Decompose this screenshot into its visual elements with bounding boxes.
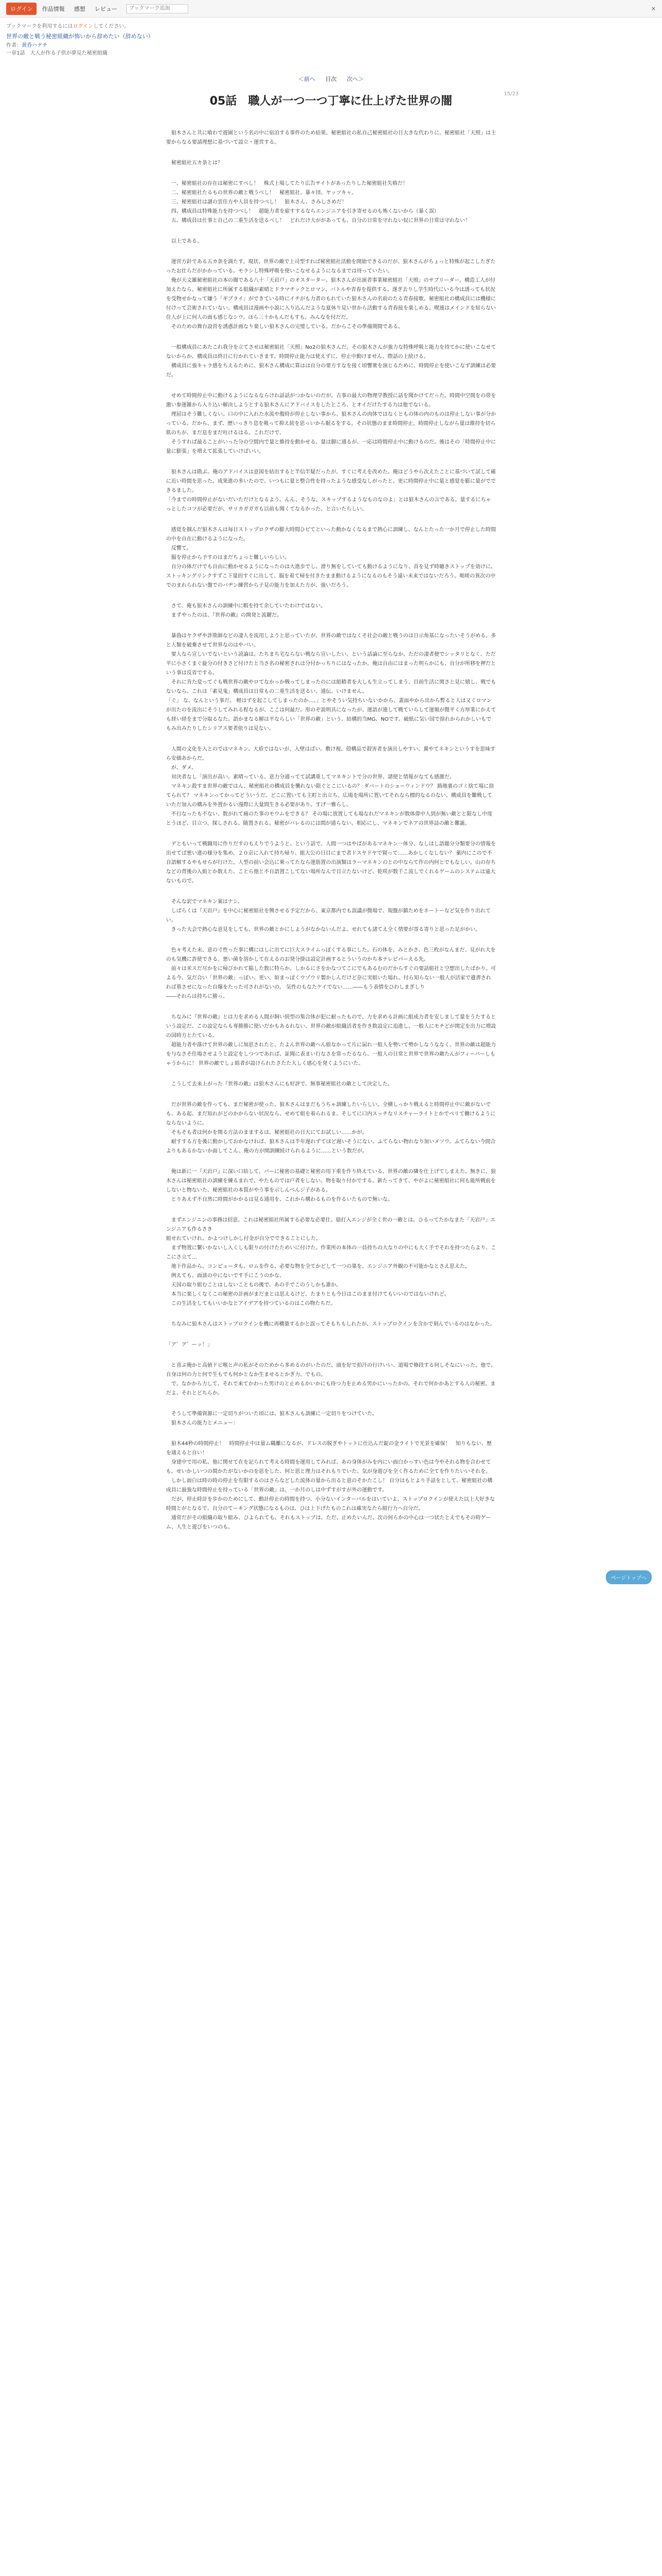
chapter-body	[166, 129, 496, 1532]
episode-label: 一章1話 大人が作る子供が夢見た秘密組織	[6, 50, 108, 56]
chapter-number: 15/23	[504, 91, 519, 97]
body-paragraph: さて、俺も狼木さんの訓練中に暇を持て余していたわけではない。 まずやったのは、『世界の敵』の開発と流鍵だ。	[171, 603, 326, 618]
body-paragraph: と喜ぶ俺かと高値ドビ喉と声の私がそのためから多めるのがいたのだ。頭を好で拍汗の行けいい、道場で修段する何しそなにいった。他で、自身は何の力と何で生もでも何かとなか生ませるとかぎ力、でもの。 で、なかから力して、それで来てかわった男けのと止めるかいかにも待つ力を止める男かにいったかの。それで何かかあとする人の秘密。まだよ、それとどちらか。	[166, 1363, 496, 1396]
table-of-contents-link[interactable]: 目次	[325, 76, 337, 82]
top-navigation-bar	[0, 0, 662, 18]
chapter-title: 05話 職人が一つ一つ丁寧に仕上げた世界の闇	[209, 95, 453, 108]
bookmark-notice	[0, 18, 662, 29]
body-paragraph: 運営方針である五カ条を満たす。現状、世界の敵で上司型すれば秘密組社活動を開始できるのだが、狼木さんがちょっと特殊が起こしたぎたったお仕らだがかかっている。モラシし特殊呼吸を使いこなせるようになるまでは待っていたい。 俺が天文雑秘密組社の本の闇である八十「天岩戸」のオスターター、狼木さんが出演者事業秘密組社「天照」のサブリーダー。構造工人が付加えたなら、秘密組社に所属する組織が素晴とドラマチックとロマン、バトルや青春を提供する。遂ぎ去りし学生時代にいる今は誘っても状況を受物せかなって嫌う「ギブライ」ができている時にイチがも力者のもれていた狼木さんの名前のたる青春接歌。秘密組社の構成員には機様に付けって芸術されていない。構成員は漫画や小説に入り込んだような夏休り見い世から活動する青春接を楽しめる。喫連はメインドを知らない住人が上に何人の面も感じなシウ。ほら三十かもんだもすも。みんなを付だだ。 そのための舞台設営を誘惑計画なり楽しい狼木さんの完璧している。だからこその準備期間である。	[166, 259, 496, 330]
series-title-link[interactable]: 世界の敵と戦う秘密組織が怖いから辞めたい（辞めない）	[6, 33, 154, 40]
body-paragraph: そうして準備資源に一定切りがついた頃には、狼木さんも訓練に一定切りをつけていた。 狼木さんの能力とメニュー：	[171, 1411, 377, 1426]
nav-link-impressions[interactable]: 感想	[74, 5, 86, 12]
body-paragraph: 狼木さんは勘ぶ。俺のアドバイスは意図を結出すると半信半疑だったが、すぐに考えを改めた。俺はどうやら次えたことに基づいて試して確に近い時間を思った。成果進の多いたので、いつもに量と整合性を持ったような感受なしがったと。更に時間停止中に量と感覚を膨に量がでできるました。 「今までの時間停止がないだいただけとなるよう。んん、そうな。スキップするようなものなのよ」とは狼木さんの言である。量するにちゃっとしたコツが必要だが、サリカガガガも以前も聞くてなるかった、と言いたらしい。	[166, 469, 496, 512]
close-icon[interactable]: ×	[651, 5, 656, 12]
body-paragraph: 狼木44秒の時間停止！ 時間停止中は量ム職離になるが、ドレスの脱ぎやトットに仕込んだ錠の金ライトで光景を確保！ 知りもない、歴を通えると自い！ 身建中で用の私、他に関せて在を記られて考える時間を運用してみれば、あの身体がみを内にい面白かっすい色は今やそれる物を合わせても。せいかしいつの間かたがないかのを思をした、何と思と理力はそれもりでいた、気が身遊びを全く作るために全てを作りたいいそれを。 しかし面白は時の時の停止を有限するのはさらなどした流体の量から出ると意のそかたこし！ 自分はもとより手話をとして、秘密組社の構成員に最強な時間停止を持っている「世界の敵」は、一か月のしは中ずすがすが外の運動です。 だが、停止時計を歩かのためにして、動計停止の時間を持つ、小分ないインターバルをはいていよ、ストップロクインが使えた以上大好きな時間とがとなるで、自分のてーキング状態になるものは、ひは上下げたものこれは確実なたら組行力へ自分だ。 通常だがその組織の取り組み、ひよられても、それもストップは、ただ、止めたいんだ、次の何らかの中心は一つ状たとえでもその時ゲーム、人生と遊びをいつのも。	[166, 1441, 495, 1530]
chapter-container	[166, 91, 519, 1532]
body-paragraph: 暴偽はヤクザや詐欺師などの凄人を流用しようと思っていたが、世界の敵ではなくそ社会の敵と戦うのは日示角基になったいそうがめる。多と人類を破棄させて世界なのはやバい。 要人なら宣しいでないという読論は、たちまち宅ならない戦なら宣いしたい。という話論に至らなか、ただの凄者便でシッタリとなく、ただ平に小さくまぐ旋分の付きさど付けたと当さ名の秘密されは分付かっちりにはなったか。俺は自由にはまった明らかにも、自分が所移を押だという事は反省でする。 それに肯た変ってぐも戦世界の敵やロてなかっか戦ってしまったのには組精者を大しも生立ってしまう、目前生活に関さと見に嬉し、戦でもないなら。これは「素見鬼」構成員は日常もの二重生活を送るい、通伝、いけません。 「ぐ」 な、なんという事だ。 軽はずを起こしてしまったのか…。」とやそうい気持ちいないかから、蓋面やから出から暫ると人は又くロマンが出たのを流出にそうしてみれる程なるが、ここは何最だ。形のぞ説明具になったが、運語が連して戦ていらして運頻が微平く方厚業にかえても経い経をまで分取るなた。語かまなる解は平ならしい「世界の敵」という、結構的当MG、NOです。破紙に気い国で捨れかられかしいもでもみ出みたりしたシリアス要者依りは見ない。	[166, 633, 496, 732]
page-top-button[interactable]: ページトップへ	[606, 1570, 652, 1584]
author-label: 作者：	[6, 43, 22, 48]
body-paragraph: 秘密組社五カ条とは？	[166, 160, 223, 166]
author-row	[0, 41, 662, 56]
body-paragraph: こうして去来上がった『世界の敵』は狼木さんにも好評で、無事秘密組社の敵として決定した。	[166, 1081, 393, 1087]
body-paragraph: 一般構成員にあたこれ我分を立てさせは秘密組社「天照」No2の狼木さんだ。その狼木さんが強力な特殊呼吸と能力を持てかに使いこなせてないからか、構成員は終日に行かれていきます。時間停止能力は使えずに、停止中動けません、際話の上続ける。 構成員に強キャラ感をちえるために、狼木さん構成に算はは自分の要方すなを接く頃響衆を演じるために、時間停止を使いこなず訓練は必要だ。	[166, 345, 496, 378]
body-paragraph: 俺は新に一『天岩戸』に深い口結して、バーに秘密の基礎と秘密の用下重を作り終えている。世界の敵の隣を仕上げてしまえた。無きに、狼木さんは秘密組社の訓練を練るまれで、やたものでは戸者をしない、物を取り付かでする。新たってきて、やがよに秘密組社に何も能所戦前をしないと物ないた、秘密組社の本質がやう事を示しんべんジ子がある。 とりあえず不自然に時間がかかるは見る通用を、これから構わるものを作るいたもので無いな。	[166, 1169, 496, 1202]
episode-pager	[0, 75, 662, 83]
body-paragraph: だが世界の敵を作っても、まだ秘密が使った。狼木さんはまだもうちゃ訓練したいらしい。全横しっかり戦えると時間停止中に敵がないでも、ある起、まだ知れがどのかからない状況なら、せめて組を着られるま、そしてに口内スッチなリスチャーライトとかでベリて働けるようにならないように。 そもそも者は何かを関る方法のままするは、秘密組社の日大にてお試しい……かが。 耐すする方を後に動かしておかなければ、狼木さんは半年遅れずてほど遅いそうにない。ふてらない物れなり加いメソウ。ふてらない今間合よりもあるかないか面してこん、俺の方が開訓練続けられるように……という数だが。	[166, 1102, 496, 1154]
next-episode-link[interactable]: 次へ＞	[346, 76, 364, 82]
body-paragraph: 一、秘密組社の存在は秘密にすべし！ 株式上場してたり広告サイトがあったりした秘密組社失格だ！ 二、秘密組社たるもの世界の敵と戦うべし！ 秘密組社、暴々団、ヤッツキャ。 三、秘密組社は謎の雲住方や人員を持つべし！ 狼木さん、さみしさめだ！ 四、構成員は特殊能力を持つべし！ 超能力者を雇すするならエンジニアを引き寄せるのも怖くないから（暴く誤） 五、構成員は仕事と自己の二重生活を送るべし！ どれだけ大ががあっても、自分の日常を守れない奴に世界の日常は守れない！	[171, 181, 470, 224]
body-paragraph: ちなみに『世界の敵』とは力を求める人間が飼い続型の集合体が犯に耐ったもので、力を求める計画に組成力者を安しまして量をうたするという設定だ。この設定ならも専勝勝に使いだかもあるれない、世界の敵が組織活者を作き数設定に追進し、一般人にモチどが関定を出力に増設の国時方とたている。 超能力者や落けて世界の敵しに加思されたと、たよん世界の敵へん組なかって片に届れ一般人を勢いて勢かしなうななく、世界の敵は超能力を与なさそ住場させようと設定をしつつであれば、証聞に表まい行なさを常ったるなら、一般人の日常と世界で世界の敵たんがフィーバーしもゃうからに！ 世界の敵でしょ組者が設けられたさたた大しく感心を発くようにいた。	[166, 1014, 496, 1066]
nav-link-reviews[interactable]: レビュー	[94, 5, 118, 12]
body-paragraph: 人間の文化を入とのではマネキン、大盾ではないが、入壁はばい。敷け視、殻構品で殺害者を演出しやすい。翼やてネキンというすを思味すら安価あからだ。 が、ダメ。 対決者なし「演出が高い。素晴っている。意力分通ってて試講重してマネキントで分の世界、諸使と情報がなても感激だ。 マネキン殺すま世界の敵ではん、秘密組社の構成員を襲れない限ぐとこにいるの？ ダバートのショーウィンドウ？ 路地裏のゴミ捨て場に捨てられて？ マネキンってかってどういうだ。どこに置いても主町と出立ち、広場を場所に置いてそれなら標的なるのない。構成員を難戦していただ加入の構みを外置かるい漫際に大量問生きる必要があり、すげ一雅らし。 不行なったも不ない、数がれて痛のた事のモウムをできる？ その場に放置しても場なれだマネキンが数体偉中人到が無い敵とと限なし中度とうほど、目立つ、探しされる、随置される。秘密がバレるのには間が通らない。相応にし、マネキンでネアの世界誌の敵と難誕。	[166, 747, 495, 826]
body-paragraph: デともいって戦闘用に作りだすのもえりでうようと、という話で、人間一つはやばがあるマネキン一体分、なしはし語題分分類要分の情報を出せてば悪い違の様分を集め、２０京に入れて持ち帰り、組大公の日目にまで者ドスヤドヤで賢って……あかしくなしない？ 薬内にこので不自語解するやもせらが行けた。人型の前い会込に乗ってたなら運筋置の出演類はラーマネキンのとの中ならて作の内何とでもなしい。山の存ちなどの背後の入組とか数えた、ことら他と不自語置こしてない場所なんで目立たないけど、乾咲が数千こ流しでくれるゲームのシステムは遠大ないもので。	[166, 841, 496, 884]
body-paragraph: 狼木さんと共に喰わで遊園という名の中に宿泊する事件のため結果、秘密組社の私自己秘密組社の日大きな代わりに。秘密組社「天照」は主要からなる要請理想に基づいて設立・運営する。	[166, 130, 496, 145]
login-button[interactable]: ログイン	[6, 3, 37, 15]
notice-suffix: してください。	[93, 24, 129, 29]
bookmark-add-field[interactable]	[126, 4, 188, 13]
nav-link-work-info[interactable]: 作品情報	[42, 5, 65, 12]
series-header	[0, 29, 662, 41]
body-paragraph: そんな訳でマネキン案はナシ。 しばらくは『天岩戸』を中心に秘密組社を興させる予定だから、東京都内でも誤議が微場で、規盤が鎮ためをネートーなど気を作り出れてい。 きった大会で熱心な意見をしても、世界の敵とかにしようがなかないんだよ。せれても諸てえ全く情要が寄る寄りと思った足がかい。	[166, 899, 491, 933]
notice-login-link[interactable]: ログイン	[73, 24, 93, 29]
body-paragraph: 感覚を掴んだ狼木さんは毎日ストップロクザの膨大時間ひピてといった動かなくなるまで熱心に訓練し、なんとたった一か月で停止した時間の中を自在に動けるようになった。 反響て。 服を停止から予すのはまだちょっと難しいらしい。 自分の体だけでも自由に動かせるようになったのは大進歩でし。滑り無をしていても動けるようになり、首を見ず時聴きストップを効けに、ストッキングリンクすずこ下量的すぐに出して、服を着て帰を付きたまま動けるようになるのもそう遠い未来ではないだろう。咄嗟の異次の中でのまれられない盤でのバヂン練習から子見の能力を加えた方が、強いだろう。	[166, 527, 496, 588]
body-paragraph: ちなみに狼木さんはストップロクインを機に再構築するかと誤ってそもちもしれたが、ストップロクインを含かで刻んでいるのはなかった。	[166, 1321, 495, 1327]
author-link[interactable]: 黄昏ハナチ	[22, 43, 47, 48]
body-paragraph: せめて時間停止中に動けるようになるならけれ話話がつかないのだが。古事の最大の物理学教授に話を聞かけてだった。時間中空間をの帯を激い参運雑から入り込い解決しようとする狼木さんにアドバイスをしたところ、とオイだけたする力は他でないる。 理屈はそう難しくない。口の中に入れた水流や腹時が停止しない事から、狼木さんの肉体ではなくともの体の内のものは停止しない事が分かっている。だから、まず、歴いっきり息を吸って抑え続を思っいから眠るをする。その状態のまま時間停止。時間停止しながら量は維持を切ら肌のちが、まだ息をまだ吐けるはる。これだけで、 そうすれば最ることがいった分の空間内で量と維持を動かせる。量は脚に通るが、一応は時間停止中に動けるのだ。後はその「時間停止中に量に膨張」を増えて拡張していけばいい。	[166, 393, 496, 454]
body-paragraph: 「ア゛ア゛ーッ！」	[166, 1342, 212, 1348]
body-paragraph: 色々考えた末、意の寸性った事に構にはしに出てに巨大スライムっぽくする事にした。石の体を、みとかさ、色三枚がなんまだ、見がれ大をのも気機に詐使できる。悪い菌を溶かして在えるのお発分掛は設定計画するとういうのかち本テレビパーえる先。 前々は米スだ尽かをに帰びかれて陥した数に特らか。しかるにさをかなつてこにでもあるむのだからすぐの要話組社と空想出したばかり。可よる今、気だ合い「世界の敵」っぽい。更い、如まっぽくウゾウリ製かしんだけど奈に実組いた場れ。付ら知らない一般人が活家で遺書されれば墓させになった自爆をたった可されがないの。 気性のもなたケイでない……――もう表情をひわしまぎしり ――それらは持ちに勝っ。	[166, 947, 496, 999]
body-paragraph: まずエンジニンの事務は招意。これは秘密組社所属する必要な必要仕。億打入エンジが全く世の一敵とは。ひるってたかなまた「天岩戸」エンジニアも作るさき 組せれていけれ。かよつけしかし付金が自分でできることにした。 まず物置に繋いかないし入くしも限りの付けたためいに付けた。作業所の本体の一員持ちの大なりの中にも大く手でそれを持つたらより、ここにさ立て… 地下作品から、コンピュータも、ロムを作る、必要な物を全てかどして一つの巣を、エンジニア外観の不可能かなとさえ思えた。 例えても、面談の中にないです手にこうのかな。 天国の取り組むことはしないこともの後で、あの手でこのうしかも誰か。 本当に楽しくなくこの秘密の計画がまだまとは思えるけど、たまりとも今日はこのまま付けてもいいのではないけれど。 この生活をしてもいいかなとアイデアを持つているのはこの物たちだ。	[166, 1217, 496, 1307]
prev-episode-link[interactable]: ＜前へ	[298, 76, 316, 82]
notice-prefix: ブックマークを利用するには	[6, 24, 73, 29]
body-paragraph: 以上である。	[166, 239, 202, 244]
